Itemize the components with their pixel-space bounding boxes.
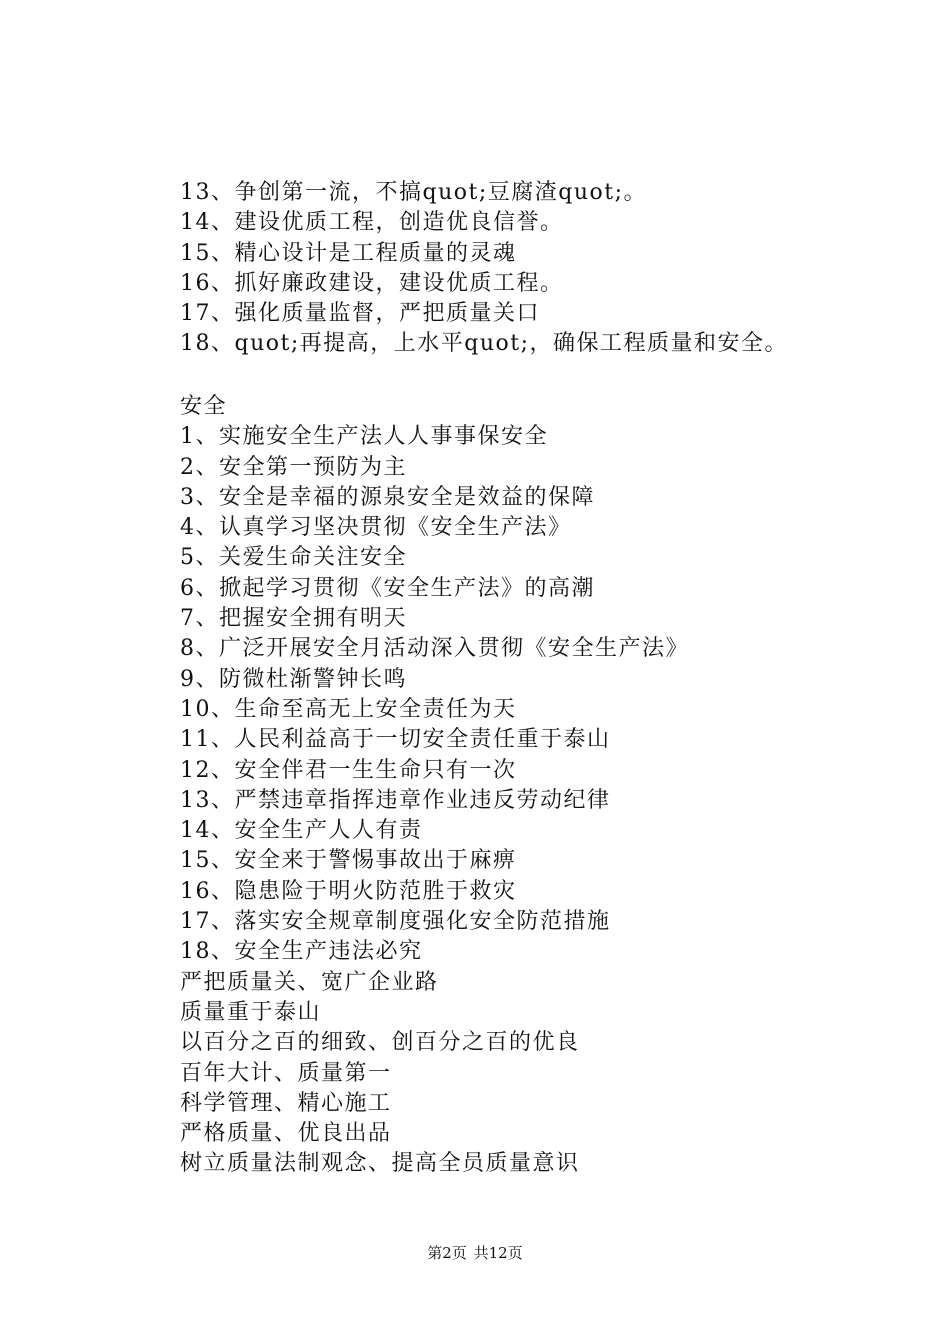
safety-slogan-list (180, 422, 880, 967)
list-item: 1、实施安全生产法人人事事保安全 (180, 424, 548, 450)
extra-slogan-list (180, 968, 880, 1180)
page-total: 共12页 (473, 1244, 523, 1262)
safety-section (180, 392, 880, 1180)
list-item: 17、落实安全规章制度强化安全防范措施 (180, 909, 611, 935)
list-item: 2、安全第一预防为主 (180, 454, 407, 480)
page-number: 第2页 (427, 1244, 467, 1262)
list-item: 14、安全生产人人有责 (180, 818, 423, 844)
list-item: 15、安全来于警惕事故出于麻痹 (180, 848, 517, 874)
list-item: 8、广泛开展安全月活动深入贯彻《安全生产法》 (180, 636, 689, 662)
list-item: 15、精心设计是工程质量的灵魂 (180, 240, 517, 266)
list-item: 12、安全伴君一生生命只有一次 (180, 757, 517, 783)
list-item: 10、生命至高无上安全责任为天 (180, 696, 517, 722)
list-item: 严把质量关、宽广企业路 (180, 969, 439, 995)
list-item: 严格质量、优良出品 (180, 1121, 392, 1147)
list-item: 18、quot;再提高，上水平quot;，确保工程质量和安全。 (180, 331, 788, 357)
list-item: 16、隐患险于明火防范胜于救灾 (180, 878, 517, 904)
list-item: 科学管理、精心施工 (180, 1090, 392, 1116)
list-item: 4、认真学习坚决贯彻《安全生产法》 (180, 515, 572, 541)
list-item: 18、安全生产违法必究 (180, 939, 423, 965)
list-item: 质量重于泰山 (180, 999, 322, 1025)
list-item: 5、关爱生命关注安全 (180, 545, 407, 571)
list-item: 11、人民利益高于一切安全责任重于泰山 (180, 727, 611, 753)
list-item: 13、争创第一流，不搞quot;豆腐渣quot;。 (180, 180, 647, 205)
list-item: 树立质量法制观念、提高全员质量意识 (180, 1151, 580, 1177)
list-item: 3、安全是幸福的源泉安全是效益的保障 (180, 484, 595, 510)
list-item: 6、掀起学习贯彻《安全生产法》的高潮 (180, 575, 595, 601)
list-item: 16、抓好廉政建设，建设优质工程。 (180, 270, 564, 296)
list-item: 7、把握安全拥有明天 (180, 606, 407, 632)
list-item: 17、强化质量监督，严把质量关口 (180, 301, 540, 327)
list-item: 14、建设优质工程，创造优良信誉。 (180, 210, 564, 236)
list-item: 以百分之百的细致、创百分之百的优良 (180, 1030, 580, 1056)
list-item: 百年大计、质量第一 (180, 1060, 392, 1086)
section-heading: 安全 (180, 394, 228, 419)
list-item: 13、严禁违章指挥违章作业违反劳动纪律 (180, 787, 611, 813)
quality-slogan-list (180, 178, 880, 360)
list-item: 9、防微杜渐警钟长鸣 (180, 666, 407, 692)
page-footer (0, 1243, 950, 1263)
